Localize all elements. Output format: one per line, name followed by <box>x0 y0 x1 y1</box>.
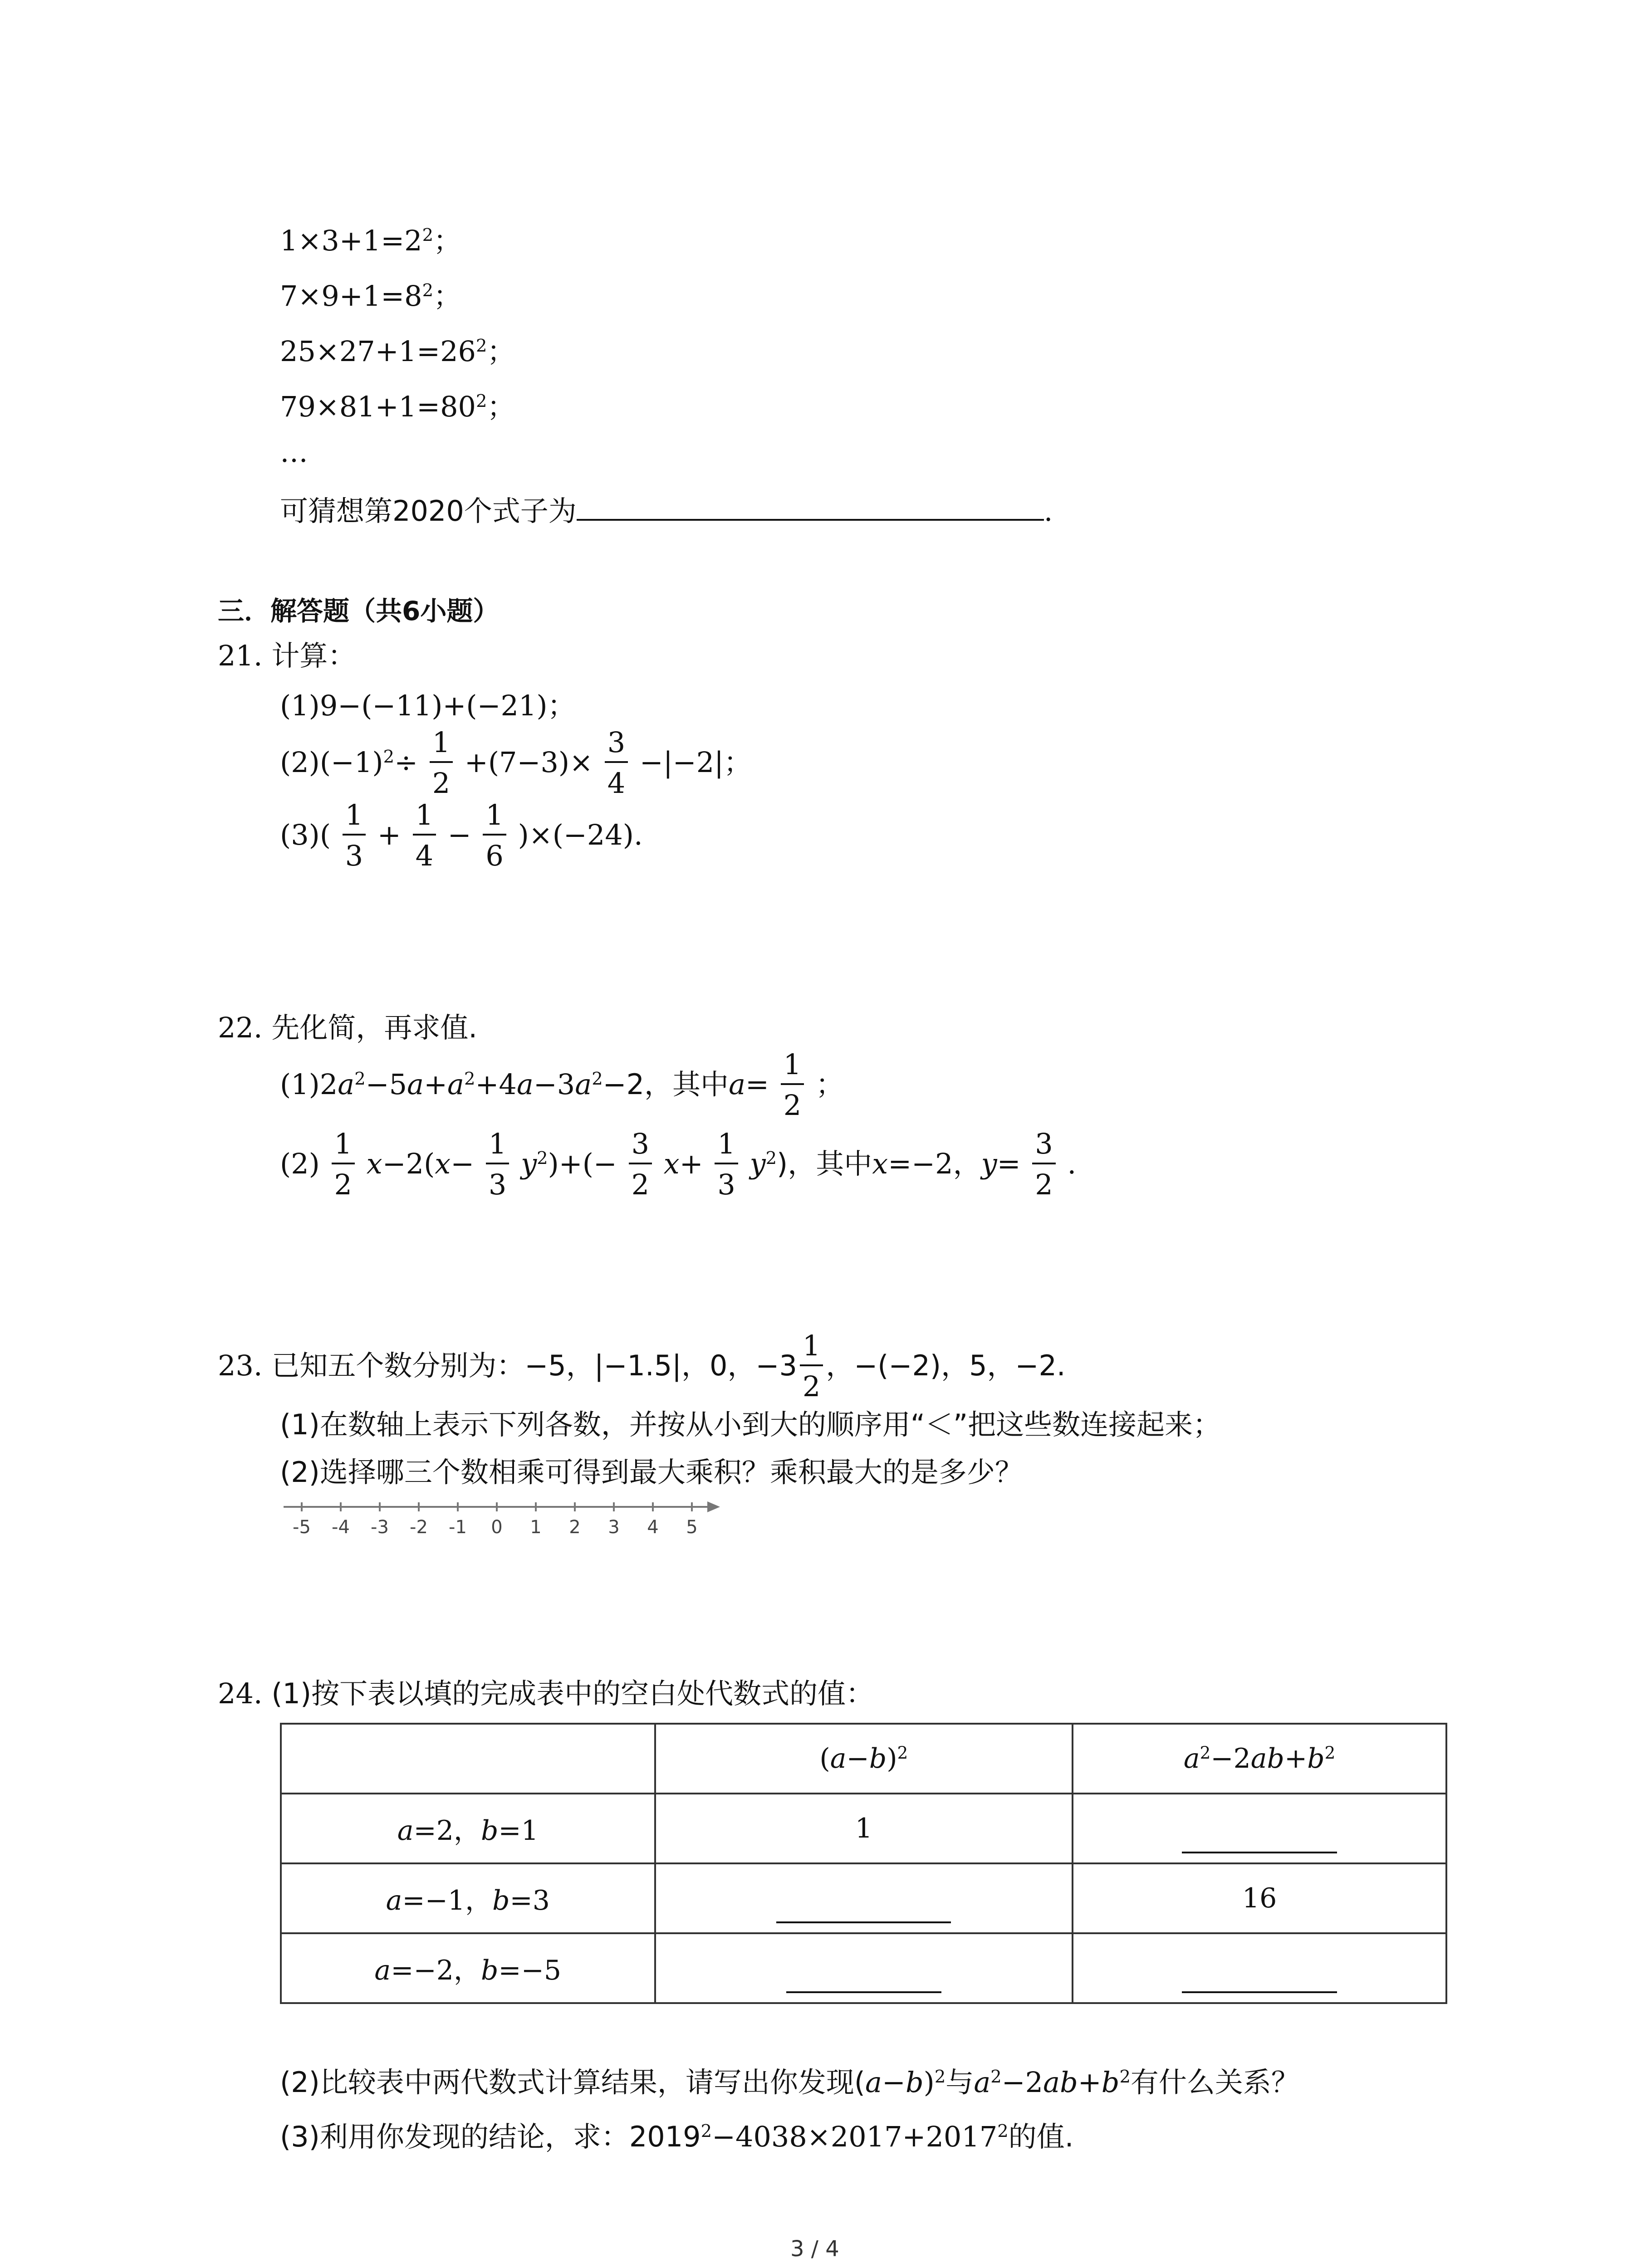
number-line-tick-label: 1 <box>530 1517 542 1538</box>
q23-part2: (2)选择哪三个数相乘可得到最大乘积？乘积最大的是多少？ <box>280 1456 1023 1489</box>
number-line-tick-label: 4 <box>647 1517 659 1538</box>
table-header-expr1: $(a-b)^2$ <box>655 1724 1073 1794</box>
number-line-tick-label: -2 <box>410 1517 428 1538</box>
fraction: $\frac{1}{3}$ <box>715 1130 738 1199</box>
fraction: $\frac{1}{2}$ <box>430 728 453 797</box>
fraction: $\frac{1}{3}$ <box>486 1130 509 1199</box>
q22-stem: 22. 先化简，再求值. <box>218 1011 478 1044</box>
pattern-line-1: $1\times 3+1=2^2$； <box>280 224 462 257</box>
table-cell-blank[interactable] <box>655 1863 1073 1933</box>
fraction: $\frac{3}{2}$ <box>629 1130 652 1199</box>
number-line-tick-label: 0 <box>491 1517 503 1538</box>
answer-blank[interactable] <box>577 494 1044 521</box>
table-row <box>281 1863 1446 1933</box>
table-cell-blank[interactable] <box>1073 1794 1446 1863</box>
fraction: $\frac{1}{2}$ <box>332 1130 355 1199</box>
q23-part1: (1)在数轴上表示下列各数，并按从小到大的顺序用“＜”把这些数连接起来； <box>280 1408 1221 1441</box>
pattern-line-3: $25\times 27+1=26^2$； <box>280 335 515 368</box>
fraction: $\frac{3}{4}$ <box>605 728 628 797</box>
table-corner-cell <box>281 1724 655 1794</box>
q24-stem: 24. (1)按下表以填的完成表中的空白处代数式的值： <box>218 1677 874 1710</box>
pattern-question: 可猜想第2020个式子为 . <box>280 494 1053 528</box>
q22-part2: (2) $\frac{1}{2}$ x−2(x− $\frac{1}{3}$ $y^2)+(-$ $\frac{3}{2}$ x+ $\frac{1}{3}$ $y^2$)，其中x=−2，y= $\frac{3}{2}$ . <box>280 1127 1077 1201</box>
table-row-label: a=−1，b=3 <box>281 1863 655 1933</box>
q21-stem: 21. 计算： <box>218 639 356 672</box>
section-heading: 三．解答题（共6小题） <box>218 596 500 626</box>
pattern-line-4: $79\times 81+1=80^2$； <box>280 390 515 423</box>
number-line-arrow <box>707 1501 720 1512</box>
table-row <box>281 1933 1446 2003</box>
number-line-tick-label: -4 <box>332 1517 350 1538</box>
q24-part2: (2)比较表中两代数式计算结果，请写出你发现$(a-b)^2$与$a^2-2ab+b^2$有什么关系？ <box>280 2066 1299 2099</box>
table-cell-value: 16 <box>1073 1863 1446 1933</box>
table-row <box>281 1794 1446 1863</box>
fraction: $\frac{1}{4}$ <box>413 801 436 870</box>
number-line-tick-label: -3 <box>371 1517 389 1538</box>
number-line-tick-label: -1 <box>449 1517 467 1538</box>
q24-part3: (3)利用你发现的结论，求：$2019^2-4038\times 2017+2017^2$的值. <box>280 2120 1074 2153</box>
number-line-tick-label: 3 <box>608 1517 620 1538</box>
q21-part3: (3)( $\frac{1}{3}$ + $\frac{1}{4}$ − $\frac{1}{6}$ )×(−24). <box>280 798 643 872</box>
mixed-fraction: $\frac{1}{2}$ <box>800 1332 823 1401</box>
pattern-ellipsis: … <box>280 435 308 469</box>
q21-part1: (1)9−(−11)+(−21)； <box>280 689 576 722</box>
q23-stem: 23. 已知五个数分别为：−5，|−1.5|，0，−3 $\frac{1}{2}$ ，−(−2)，5，−2. <box>218 1329 1066 1403</box>
page-number: 3 / 4 <box>790 2236 839 2262</box>
table-cell-blank[interactable] <box>1073 1933 1446 2003</box>
number-line-tick-label: 2 <box>569 1517 581 1538</box>
table-header-row <box>281 1724 1446 1794</box>
fraction: $\frac{1}{6}$ <box>483 801 506 870</box>
q22-part1: $(1)2a^2-5a+a^2+4a-3a^2-2$，其中a= $\frac{1}{2}$ ； <box>280 1048 844 1122</box>
table-cell-blank[interactable] <box>655 1933 1073 2003</box>
number-line-tick-label: -5 <box>293 1517 311 1538</box>
table-row-label: a=2，b=1 <box>281 1794 655 1863</box>
pattern-line-2: $7\times 9+1=8^2$； <box>280 279 462 313</box>
number-line <box>279 1497 724 1547</box>
table-cell-value: 1 <box>655 1794 1073 1863</box>
fraction: $\frac{3}{2}$ <box>1032 1130 1055 1199</box>
fraction: $\frac{1}{3}$ <box>343 801 366 870</box>
table-row-label: a=−2，b=−5 <box>281 1933 655 2003</box>
fraction: $\frac{1}{2}$ <box>781 1051 804 1119</box>
table-header-expr2: $a^2-2ab+b^2$ <box>1073 1724 1446 1794</box>
q21-part2: $(2)(-1)^2\div$ $\frac{1}{2}$ +(7−3)× $\frac{3}{4}$ −|−2|； <box>280 726 752 800</box>
number-line-tick-label: 5 <box>686 1517 698 1538</box>
value-table <box>280 1723 1447 2004</box>
